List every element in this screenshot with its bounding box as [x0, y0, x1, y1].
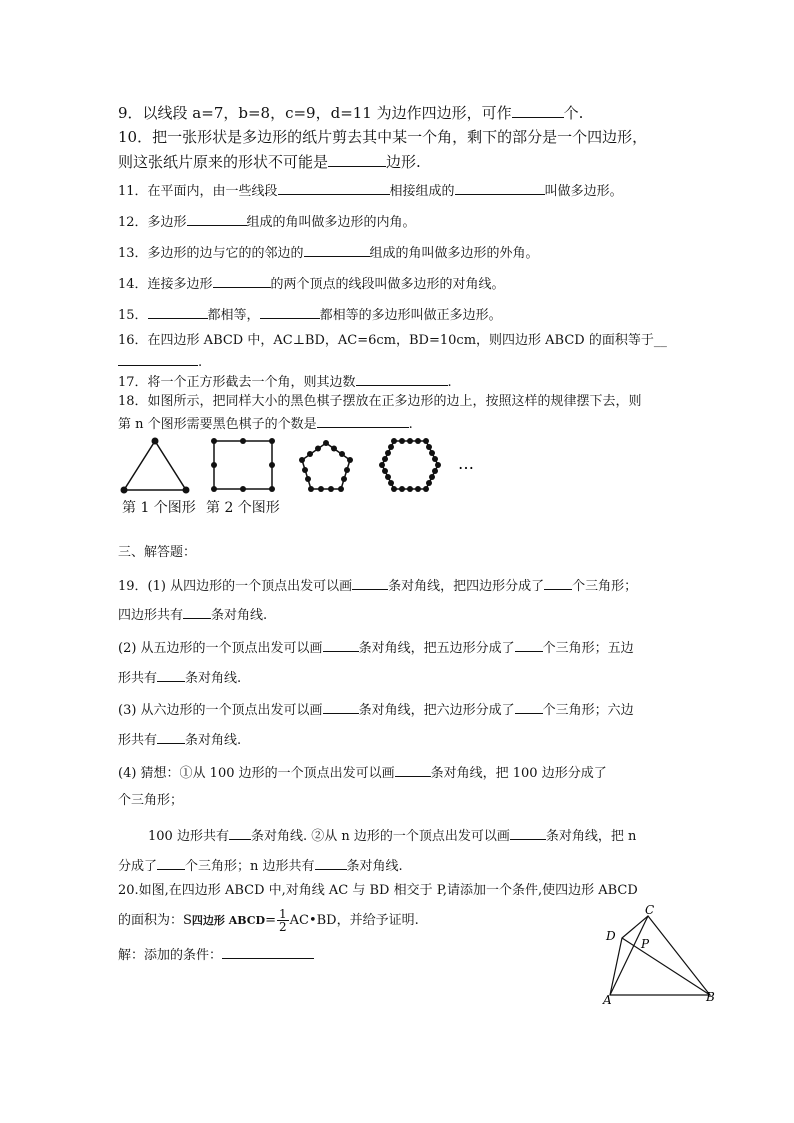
answer-blank: [229, 825, 251, 840]
answer-blank: [222, 944, 314, 959]
pentagon-figure: [299, 440, 353, 492]
question-18-line-1: 18．如图所示，把同样大小的黑色棋子摆放在正多边形的边上，按照这样的规律摆下去，则: [118, 394, 642, 409]
answer-blank: [510, 825, 546, 840]
answer-blank: [315, 855, 347, 870]
question-12: 12．多边形 组成的角叫做多边形的内角。: [118, 211, 416, 233]
question-19-part-2-line-2: 形共有 条对角线.: [118, 667, 241, 689]
question-19-part-1: 19．(1) 从四边形的一个顶点出发可以画 条对角线，把四边形分成了 个三角形；: [118, 575, 637, 597]
question-14: 14．连接多边形 的两个顶点的线段叫做多边形的对角线。: [118, 273, 505, 295]
vertex-label-b: B: [706, 990, 715, 1004]
question-17: 17．将一个正方形截去一个角，则其边数 .: [118, 371, 452, 393]
question-13: 13．多边形的边与它的的邻边的 组成的角叫做多边形的外角。: [118, 242, 539, 264]
answer-blank: [352, 575, 388, 590]
chess-piece: [183, 487, 190, 494]
triangle-figure: [121, 438, 190, 494]
answer-blank: [395, 762, 431, 777]
section-3-title: 三、解答题：: [118, 545, 197, 560]
question-10-line-1: 10．把一张形状是多边形的纸片剪去其中某一个角，剩下的部分是一个四边形，: [118, 128, 648, 146]
intersection-label-p: P: [641, 937, 650, 951]
question-16-line-2: .: [118, 351, 202, 373]
answer-blank: [356, 371, 448, 386]
area-subscript: 四边形 ABCD: [191, 914, 266, 927]
answer-blank: [323, 637, 359, 652]
chess-piece: [121, 487, 128, 494]
question-15: 15． 都相等， 都相等的多边形叫做正多边形。: [118, 304, 502, 326]
hexagon-figure: [379, 438, 441, 492]
answer-blank: [183, 604, 211, 619]
vertex-label-a: A: [603, 993, 612, 1007]
question-20-line-1: 20.如图,在四边形 ABCD 中,对角线 AC 与 BD 相交于 P,请添加一个条件,使四边形 ABCD: [118, 883, 638, 898]
answer-blank: [328, 152, 386, 167]
square-figure: [211, 438, 275, 492]
question-19-part-4-line-4: 分成了 个三角形；n 边形共有 条对角线.: [118, 855, 403, 877]
answer-blank: [157, 855, 185, 870]
answer-blank: [213, 273, 271, 288]
chess-piece: [152, 438, 159, 445]
answer-blank: [278, 180, 390, 195]
answer-blank: [515, 637, 543, 652]
question-19-part-3-line-2: 形共有 条对角线.: [118, 729, 241, 751]
answer-blank: [515, 699, 543, 714]
question-19-part-2: (2) 从五边形的一个顶点出发可以画 条对角线，把五边形分成了 个三角形；五边: [118, 637, 634, 659]
answer-blank: [317, 413, 409, 428]
quadrilateral-abcd-figure: [594, 900, 724, 1010]
question-11: 11．在平面内，由一些线段 相接组成的 叫做多边形。: [118, 180, 623, 202]
question-20-solution-line: 解：添加的条件：: [118, 944, 314, 966]
question-19-part-3: (3) 从六边形的一个顶点出发可以画 条对角线，把六边形分成了 个三角形；六边: [118, 699, 634, 721]
answer-blank: [544, 575, 572, 590]
one-half-fraction: $\frac{1}{2}$: [278, 907, 287, 934]
figure-2-label: 第 2 个图形: [206, 500, 280, 516]
answer-blank: [157, 729, 185, 744]
question-19-part-4-line-3: 100 边形共有 条对角线. ②从 n 边形的一个顶点出发可以画 条对角线，把 n: [148, 825, 636, 847]
question-19-part-4: (4) 猜想：①从 100 边形的一个顶点出发可以画 条对角线，把 100 边形分成了: [118, 762, 607, 784]
vertex-label-d: D: [606, 929, 616, 943]
question-16-line-1: 16．在四边形 ABCD 中，AC⊥BD，AC=6cm，BD=10cm，则四边形 ABCD 的面积等于__: [118, 333, 667, 348]
question-19-part-1-line-2: 四边形共有 条对角线.: [118, 604, 267, 626]
answer-blank: [148, 304, 208, 319]
question-19-part-4-line-2: 个三角形；: [118, 793, 184, 808]
answer-blank: [118, 351, 198, 366]
vertex-label-c: C: [645, 903, 655, 917]
answer-blank: [187, 211, 247, 226]
answer-blank: [260, 304, 320, 319]
answer-blank: [323, 699, 359, 714]
answer-blank: [512, 103, 564, 118]
question-9: 9．以线段 a=7，b=8，c=9，d=11 为边作四边形，可作 个.: [118, 104, 584, 122]
question-20-line-2: 的面积为：S四边形 ABCD= $\frac{1}{2}$ AC•BD，并给予证明.: [118, 907, 419, 934]
ellipsis-text: …: [458, 454, 474, 473]
question-10-line-2: 则这张纸片原来的形状不可能是 边形.: [118, 153, 421, 171]
question-18-line-2: 第 n 个图形需要黑色棋子的个数是 .: [118, 413, 413, 435]
chess-piece-polygon-figures: [118, 435, 488, 500]
answer-blank: [455, 180, 545, 195]
answer-blank: [157, 667, 185, 682]
answer-blank: [304, 242, 370, 257]
figure-1-label: 第 1 个图形: [122, 500, 196, 516]
